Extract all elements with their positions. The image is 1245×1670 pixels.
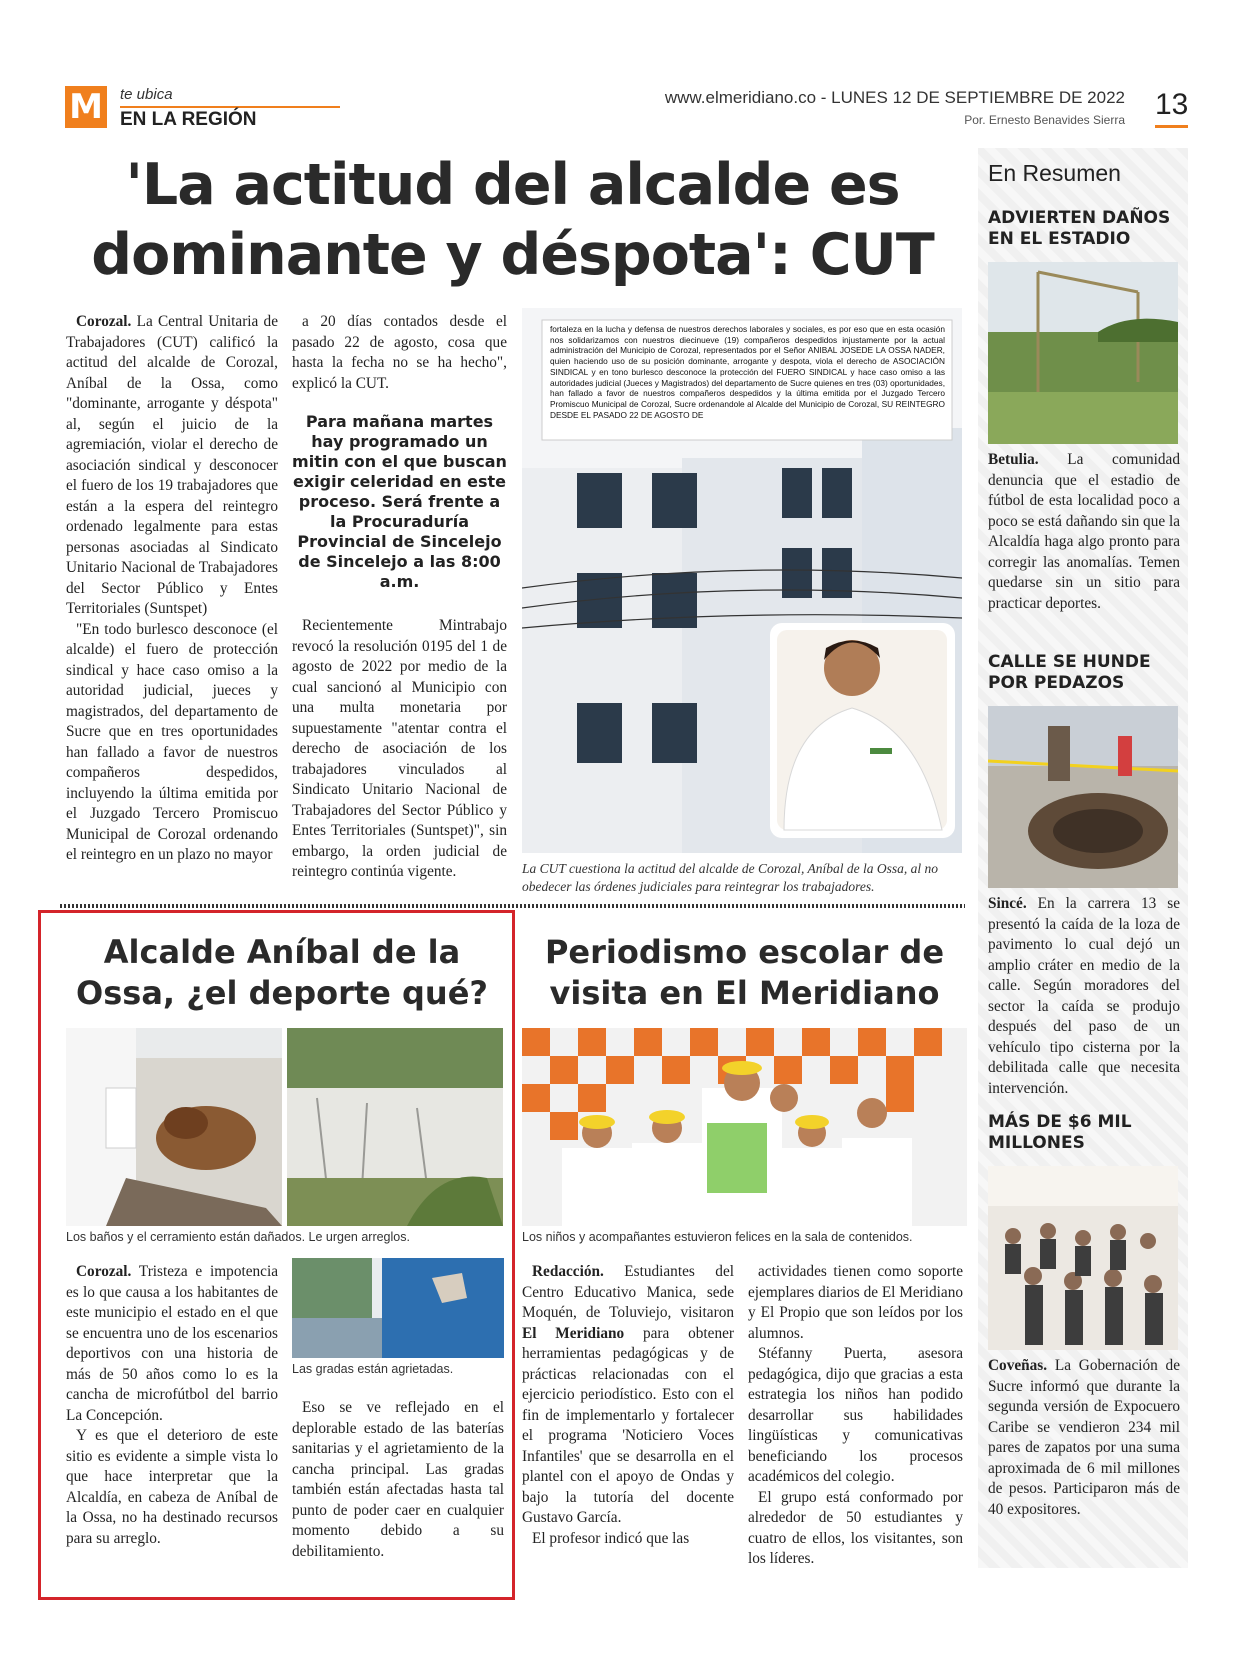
stadium-image (988, 262, 1178, 444)
main-story-dateline: Corozal. (76, 313, 132, 330)
document-excerpt: fortaleza en la lucha y defensa de nuestros derechos laborales y sociales, es por eso que en esta ocasión nos solidarizamos con nuestros diecinueve (19) compañeros despedidos injustamente por la actual administración del Municipio de Corozal, representados por el Señor ANIBAL JOSEDE LA OSSA NADER, quien haciendo uso de su posición dominante, arrogante y despota, viola el derecho de ASOCIACIÓN SINDICAL y en tono burlesco desconoce la protección del FUERO SINDICAL y hace caso omiso a las autoridades judicial (Jueces y Magistrados) del departamento de Sucre quienes en tres (03) oportunidades, han fallado a favor de nuestros compañeros despedidos y la última emitida por el Juzgado Tercero Promiscuo Municipal de Corozal, Sucre ordenandole al Alcalde del Municipio de Corozal, SU REINTEGRO DESDE EL PASADO 22 DE AGOSTO DE (550, 324, 945, 420)
section-rule (120, 106, 340, 108)
sports-photo-caption: Los baños y el cerramiento están dañados. Le urgen arreglos. (66, 1230, 410, 1244)
school-story-paragraph: El grupo está conformado por alrededor de 50 estudiantes y cuatro de ellos, los visitantes, son los líderes. (748, 1488, 963, 1567)
sports-story-dateline: Corozal. (76, 1263, 132, 1280)
sports-story-paragraph: Eso se ve reflejado en el deplorable estado de las baterías sanitarias y el agrietamiento de la cancha principal. Las gradas también están afectadas hasta tal punto de poder caer en cualquier momento debido a su debilitamiento. (292, 1399, 504, 1560)
expo-image (988, 1166, 1178, 1350)
sidebar-item3-text (988, 1356, 1180, 1520)
school-story-paragraph: Estudiantes del Centro Educativo Manica, sede Moquén, de Toluviejo, visitaron (522, 1263, 734, 1321)
sidebar-item1-body: La comunidad denuncia que el estadio de fútbol de esta localidad poco a poco se está dañando sin que la Alcaldía haga algo pronto para corregir las anomalías. Temen quedarse sin un sitio para practicar deportes. (988, 451, 1181, 612)
stands-photo (292, 1258, 504, 1358)
main-headline-line1: 'La actitud del alcalde es (125, 152, 900, 218)
sidebar-item3-headline: MÁS DE $6 MIL MILLONES (988, 1112, 1132, 1153)
sports-story-column-2 (292, 1398, 504, 1562)
sidebar-item3-body: La Gobernación de Sucre informó que durante la segunda versión de Expocuero Caribe se vendieron 234 mil pares de zapatos por una suma aproximada de 6 mil millones de pesos. Participaron más de 40 expositores. (988, 1357, 1180, 1518)
school-story-paragraph: Stéfanny Puerta, asesora pedagógica, dijo que gracias a esta estrategia los niños han podido desarrollar sus habilidades lingüísticas y comunicativas beneficiando los procesos académicos del colegio. (748, 1345, 963, 1485)
main-headline-line2: dominante y déspota': CUT (91, 222, 934, 288)
main-story-paragraph: a 20 días contados desde el pasado 22 de agosto, cosa que hasta la fecha no se ha hecho", explicó la CUT. (292, 313, 507, 392)
sports-photo-wall (287, 1028, 503, 1226)
bathroom-photo (66, 1028, 282, 1226)
school-story-column-2 (748, 1262, 963, 1570)
sports-photo-stands (292, 1258, 504, 1358)
dateline: www.elmeridiano.co - LUNES 12 DE SEPTIEMBRE DE 2022 (664, 88, 1125, 107)
stadium-photo (988, 262, 1178, 444)
school-photo-caption: Los niños y acompañantes estuvieron felices en la sala de contenidos. (522, 1230, 913, 1244)
page-number: 13 (1155, 88, 1189, 121)
sidebar-item3-dateline: Coveñas. (988, 1357, 1048, 1374)
main-story-paragraph: La Central Unitaria de Trabajadores (CUT) calificó la actitud del alcalde de Corozal, Aníbal de la Ossa, como "dominante, arrogante y déspota" al, según el juicio de la agremiación, violar el derecho de asociación sindical y desconocer el fuero de los 19 trabajadores que están a la espera del reintegro ordenado legalmente para estas personas asociadas al Sindicato Unitario Nacional de Trabajadores del Sector Público y Entes Territoriales (Suntspet) (66, 313, 278, 617)
school-photo (522, 1028, 967, 1226)
page-number-rule (1155, 125, 1188, 128)
school-story-dateline: Redacción. (532, 1263, 604, 1280)
main-story-column-2b (292, 616, 507, 883)
building-photo (522, 308, 962, 853)
street-image (988, 706, 1178, 888)
sidebar-item2-text (988, 894, 1180, 1099)
newspaper-name: El Meridiano (522, 1324, 625, 1342)
street-photo (988, 706, 1178, 888)
school-headline: Periodismo escolar de visita en El Meridiano (544, 933, 945, 1012)
main-story-column-1 (66, 312, 278, 866)
newspaper-logo: M (65, 86, 107, 128)
main-headline (60, 150, 965, 290)
pull-quote: Para mañana martes hay programado un mitin con el que buscan exigir celeridad en este proceso. Será frente a la Procuraduría Provincial de Sincelejo de Sincelejo a las 8:00 a.m. (292, 412, 507, 591)
school-story-paragraph: El profesor indicó que las (532, 1529, 690, 1547)
expo-photo (988, 1166, 1178, 1350)
main-photo-caption: La CUT cuestiona la actitud del alcalde de Corozal, Aníbal de la Ossa, al no obedecer las órdenes judiciales para reintegrar los trabajadores. (522, 861, 938, 894)
sidebar-item2-dateline: Sincé. (988, 895, 1027, 912)
sports-story-paragraph: Y es que el deterioro de este sitio es evidente a simple vista lo que hace interpretar que la Alcaldía, en cabeza de Aníbal de la Ossa, no ha destinado recursos para su arreglo. (66, 1427, 278, 1547)
school-story-column-1 (522, 1262, 734, 1549)
sports-headline: Alcalde Aníbal de la Ossa, ¿el deporte qué? (76, 933, 488, 1012)
wall-photo (287, 1028, 503, 1226)
sports-photo-bathroom (66, 1028, 282, 1226)
byline: Por. Ernesto Benavides Sierra (964, 113, 1125, 127)
section-name: EN LA REGIÓN (120, 109, 257, 130)
main-story-paragraph: "En todo burlesco desconoce (el alcalde) el fuero de protección sindical y hace caso omiso a la autoridad judicial, jueces y magistrados, del departamento de Sucre que en tres oportunidades han fallado a favor de nuestros compañeros despedidos, incluyendo la última emitida por el Juzgado Tercero Promiscuo Municipal de Corozal ordenando el reintegro en un plazo no mayor (66, 620, 278, 863)
sports-story-paragraph: Tristeza e impotencia es lo que causa a los habitantes de este municipio el estado en el que se encuentra uno de los escenarios deportivos con una historia de más de 50 años como lo es la cancha de microfútbol del barrio La Concepción. (66, 1263, 278, 1424)
students-photo (522, 1028, 967, 1226)
sidebar-item2-body: En la carrera 13 se presentó la caída de la loza de pavimento lo cual dejó un amplio cráter en medio de la calle. Según moradores del sector la caída se produjo después del paso de un vehículo tipo cisterna por la debilitada calle que necesita intervención. (988, 895, 1180, 1097)
sports-story-column-1 (66, 1262, 278, 1549)
sidebar-item1-headline: ADVIERTEN DAÑOS EN EL ESTADIO (988, 208, 1171, 249)
sidebar-item1-dateline: Betulia. (988, 451, 1039, 468)
sidebar-item2-headline: CALLE SE HUNDE POR PEDAZOS (988, 652, 1151, 693)
main-story-photo (522, 308, 962, 853)
main-story-paragraph: Recientemente Mintrabajo revocó la resolución 0195 del 1 de agosto de 2022 por medio de la cual sancionó al Municipio con una multa monetaria por supuestamente "atentar contra el derecho de asociación de los trabajadores vinculados al Sindicato Unitario Nacional de Trabajadores del Sector Público y Entes Territoriales (Suntspet)", sin embargo, la orden judicial de reintegro continúa vigente. (292, 617, 507, 880)
section-divider (60, 904, 965, 908)
main-story-column-2 (292, 312, 507, 394)
school-story-paragraph: para obtener herramientas pedagógicas y de prácticas relacionadas con el ejercicio periodístico. Esto con el fin de implementarlo y fortalecer el programa 'Noticiero Voces Infantiles' que se desarrolla en el plantel con el apoyo de Ondas y bajo la tutoría del docente Gustavo García. (522, 1324, 734, 1526)
school-story-paragraph: actividades tienen como soporte ejemplares diarios de El Meridiano y El Propio que son leídos por los alumnos. (748, 1263, 963, 1342)
sports-photo2-caption: Las gradas están agrietadas. (292, 1362, 454, 1376)
sidebar-item1-text (988, 450, 1180, 614)
sidebar-title: En Resumen (988, 160, 1121, 186)
section-kicker: te ubica (120, 86, 173, 103)
